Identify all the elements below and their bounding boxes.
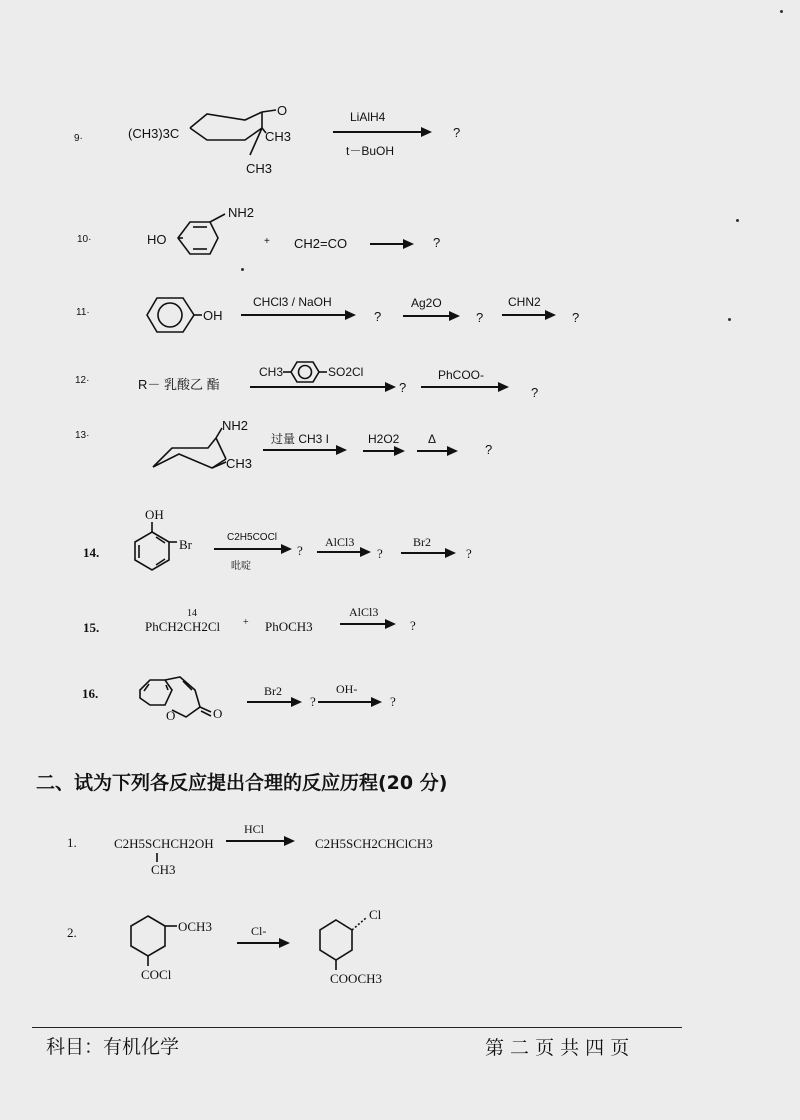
problem-13-amino: NH2 <box>222 418 249 433</box>
problem-14-step1-top: C2H5COCl <box>227 532 278 543</box>
problem-13-product: ? <box>485 442 493 457</box>
problem-11-q1: ? <box>374 309 382 324</box>
problem-10-amino: NH2 <box>228 205 255 220</box>
problem-12-reactant: R－ 乳酸乙 酯 <box>138 377 220 392</box>
scan-speck <box>241 268 244 271</box>
mechanism-2-product-ester: COOCH3 <box>330 971 383 986</box>
problem-9-tert-butyl: (CH3)3C <box>128 126 180 141</box>
problem-11-step2: Ag2O <box>411 296 442 310</box>
problem-9-number: 9· <box>74 133 83 144</box>
mechanism-1-reagent: HCl <box>244 822 265 836</box>
problem-9-methyl-1: CH3 <box>265 129 292 144</box>
problem-14-step1-bottom: 吡啶 <box>231 561 251 572</box>
problem-12-q2: ? <box>531 385 539 400</box>
problem-14-step3: Br2 <box>413 535 431 549</box>
problem-12-sulfonyl-chloride: SO2Cl <box>328 365 364 379</box>
problem-13-methyl: CH3 <box>226 456 253 471</box>
problem-12-methyl: CH3 <box>259 365 284 379</box>
problem-11-step3: CHN2 <box>508 295 541 309</box>
problem-9-product: ? <box>453 125 461 140</box>
problem-11-q3: ? <box>572 310 580 325</box>
problem-10-number: 10· <box>77 234 92 245</box>
problem-16-q2: ? <box>390 694 396 709</box>
problem-15-reactant2: PhOCH3 <box>265 619 313 634</box>
scan-speck <box>728 318 731 321</box>
problem-10-plus: + <box>264 236 270 247</box>
footer-subject: 科目：有机化学 <box>46 1036 180 1058</box>
mechanism-2-reactant-methoxy: OCH3 <box>178 919 212 934</box>
problem-16-ring-oxygen: O <box>166 708 176 723</box>
footer-divider <box>32 1027 682 1028</box>
problem-16-step2: OH- <box>336 682 358 696</box>
mechanism-2-reactant-acyl-chloride: COCl <box>141 967 172 982</box>
problem-9-reagent-top: LiAlH4 <box>350 110 386 124</box>
problem-9-reagent-bottom: t－BuOH <box>346 144 395 158</box>
problem-16-carbonyl-oxygen: O <box>213 706 223 721</box>
mechanism-2-product-chloro: Cl <box>369 907 382 922</box>
problem-10-ketene: CH2=CO <box>294 236 348 251</box>
problem-11-number: 11· <box>76 307 90 318</box>
problem-11-hydroxy: OH <box>203 308 223 323</box>
problem-16-number: 16. <box>82 686 99 701</box>
problem-13-step2: H2O2 <box>368 432 400 446</box>
problem-12-number: 12· <box>75 375 90 386</box>
problem-11-q2: ? <box>476 310 484 325</box>
problem-16-step1: Br2 <box>264 684 282 698</box>
problem-15-product: ? <box>410 618 416 633</box>
problem-12-q1: ? <box>399 380 407 395</box>
problem-10-hydroxy: HO <box>147 232 167 247</box>
scan-speck <box>736 219 739 222</box>
problem-9-methyl-2: CH3 <box>246 161 273 176</box>
footer-page-indicator: 第 二 页 共 四 页 <box>485 1037 630 1059</box>
problem-14-step2: AlCl3 <box>325 535 355 549</box>
problem-12-step2: PhCOO- <box>438 368 485 382</box>
problem-14-q2: ? <box>377 546 383 561</box>
problem-15-number: 15. <box>83 620 100 635</box>
problem-14-q3: ? <box>466 546 472 561</box>
problem-13-step1: 过量 CH3 I <box>271 432 330 446</box>
problem-15-reagent: AlCl3 <box>349 605 379 619</box>
mechanism-1-number: 1. <box>67 835 77 850</box>
problem-11-step1: CHCl3 / NaOH <box>253 295 332 309</box>
problem-13-number: 13· <box>75 430 90 441</box>
scan-speck <box>780 10 783 13</box>
mechanism-1-product: C2H5SCH2CHClCH3 <box>315 836 433 851</box>
problem-15-isotope-label: 14 <box>187 608 197 619</box>
mechanism-1-reactant: C2H5SCHCH2OH <box>114 836 214 851</box>
problem-14-q1: ? <box>297 543 303 558</box>
problem-14-number: 14. <box>83 545 100 560</box>
mechanism-2-reagent: Cl- <box>251 924 267 938</box>
mechanism-2-number: 2. <box>67 925 77 940</box>
problem-15-reactant1: PhCH2CH2Cl <box>145 619 221 634</box>
problem-9-oxygen: O <box>277 103 288 118</box>
problem-10-product: ? <box>433 235 441 250</box>
problem-14-bromo: Br <box>179 537 192 552</box>
problem-14-hydroxy: OH <box>145 507 164 522</box>
mechanism-1-branch: CH3 <box>151 862 176 877</box>
problem-13-step3: Δ <box>428 432 437 446</box>
problem-16-q1: ? <box>310 694 316 709</box>
section-2-title: 二、试为下列各反应提出合理的反应历程(20 分) <box>36 772 448 794</box>
problem-15-plus: + <box>243 617 249 628</box>
